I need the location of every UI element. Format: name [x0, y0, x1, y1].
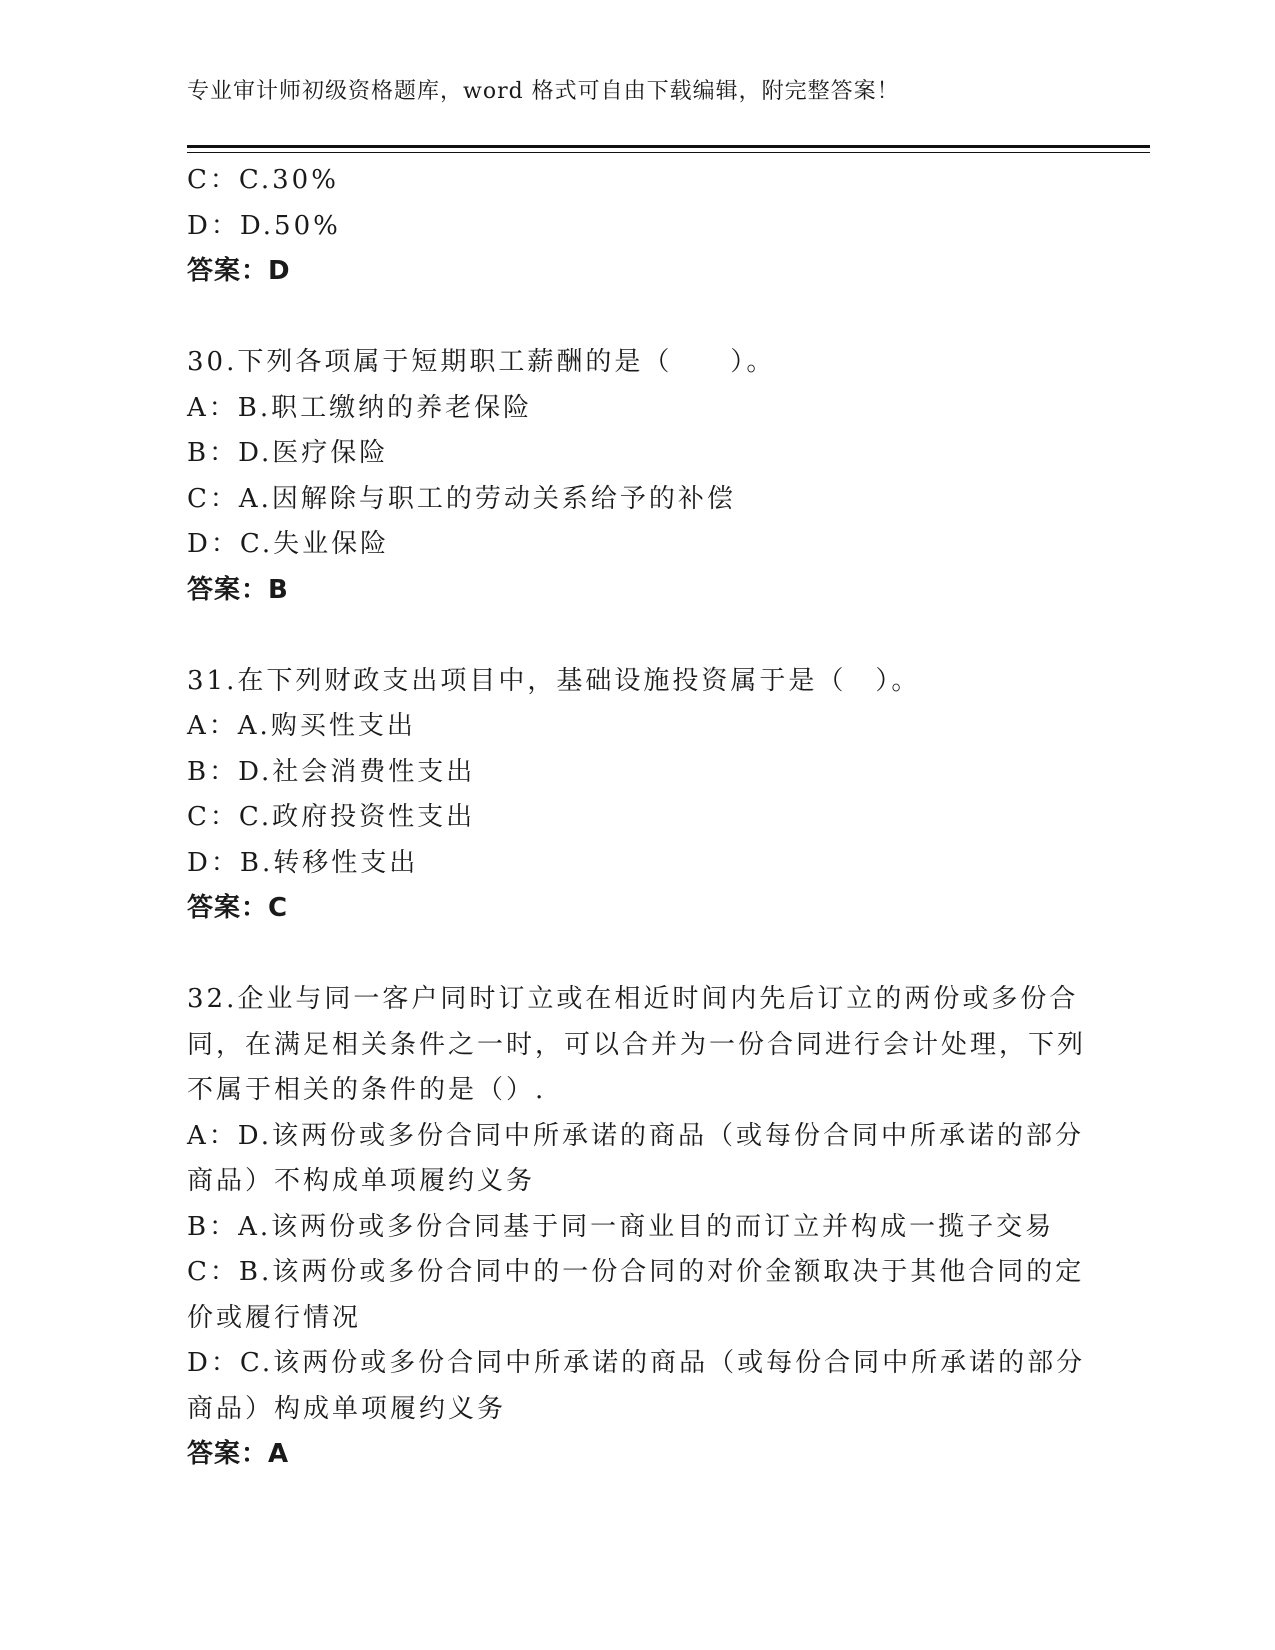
option-line: D：C.失业保险 [187, 529, 390, 559]
spacer [187, 613, 1087, 659]
option-line: D：C.该两份或多份合同中所承诺的商品（或每份合同中所承诺的部分商品）构成单项履约义务 [187, 1348, 1086, 1424]
question-stem: 31.在下列财政支出项目中，基础设施投资属于是（ ）。 [187, 665, 921, 696]
answer-line: 答案：D [187, 256, 291, 286]
option-line: C：B.该两份或多份合同中的一份合同的对价金额取决于其他合同的定价或履行情况 [187, 1257, 1085, 1333]
option-line: C：C.政府投资性支出 [187, 802, 476, 832]
option-line: B：D.医疗保险 [187, 438, 389, 468]
option-line: A：A.购买性支出 [187, 711, 416, 741]
spacer [187, 932, 1087, 978]
answer-line: 答案：A [187, 1439, 290, 1469]
question-30 [187, 340, 1087, 613]
answer-line: 答案：B [187, 574, 289, 605]
option-line: D：B.转移性支出 [187, 847, 419, 878]
option-line: B：A.该两份或多份合同基于同一商业目的而订立并构成一揽子交易 [187, 1211, 1055, 1242]
option-line: D：D.50% [187, 210, 341, 241]
spacer [187, 295, 1087, 341]
question-stem: 30.下列各项属于短期职工薪酬的是（ ）。 [187, 347, 776, 377]
question-content [187, 158, 1087, 1478]
option-line: A：B.职工缴纳的养老保险 [187, 392, 533, 423]
option-line: B：D.社会消费性支出 [187, 756, 476, 787]
question-stem: 32.企业与同一客户同时订立或在相近时间内先后订立的两份或多份合同，在满足相关条件之一时，可以合并为一份合同进行会计处理，下列不属于相关的条件的是（）. [187, 984, 1087, 1105]
option-line: C：A.因解除与职工的劳动关系给予的补偿 [187, 483, 736, 514]
previous-question-tail [187, 158, 1087, 295]
answer-line: 答案：C [187, 893, 289, 923]
option-line: A：D.该两份或多份合同中所承诺的商品（或每份合同中所承诺的部分商品）不构成单项履约义务 [187, 1120, 1084, 1196]
page-header: 专业审计师初级资格题库，word 格式可自由下载编辑，附完整答案！ [187, 79, 900, 104]
question-31 [187, 659, 1087, 932]
option-line: C：C.30% [187, 165, 339, 195]
header-rule-thick [187, 145, 1150, 148]
header-rule-thin [187, 152, 1150, 153]
question-32 [187, 977, 1087, 1478]
